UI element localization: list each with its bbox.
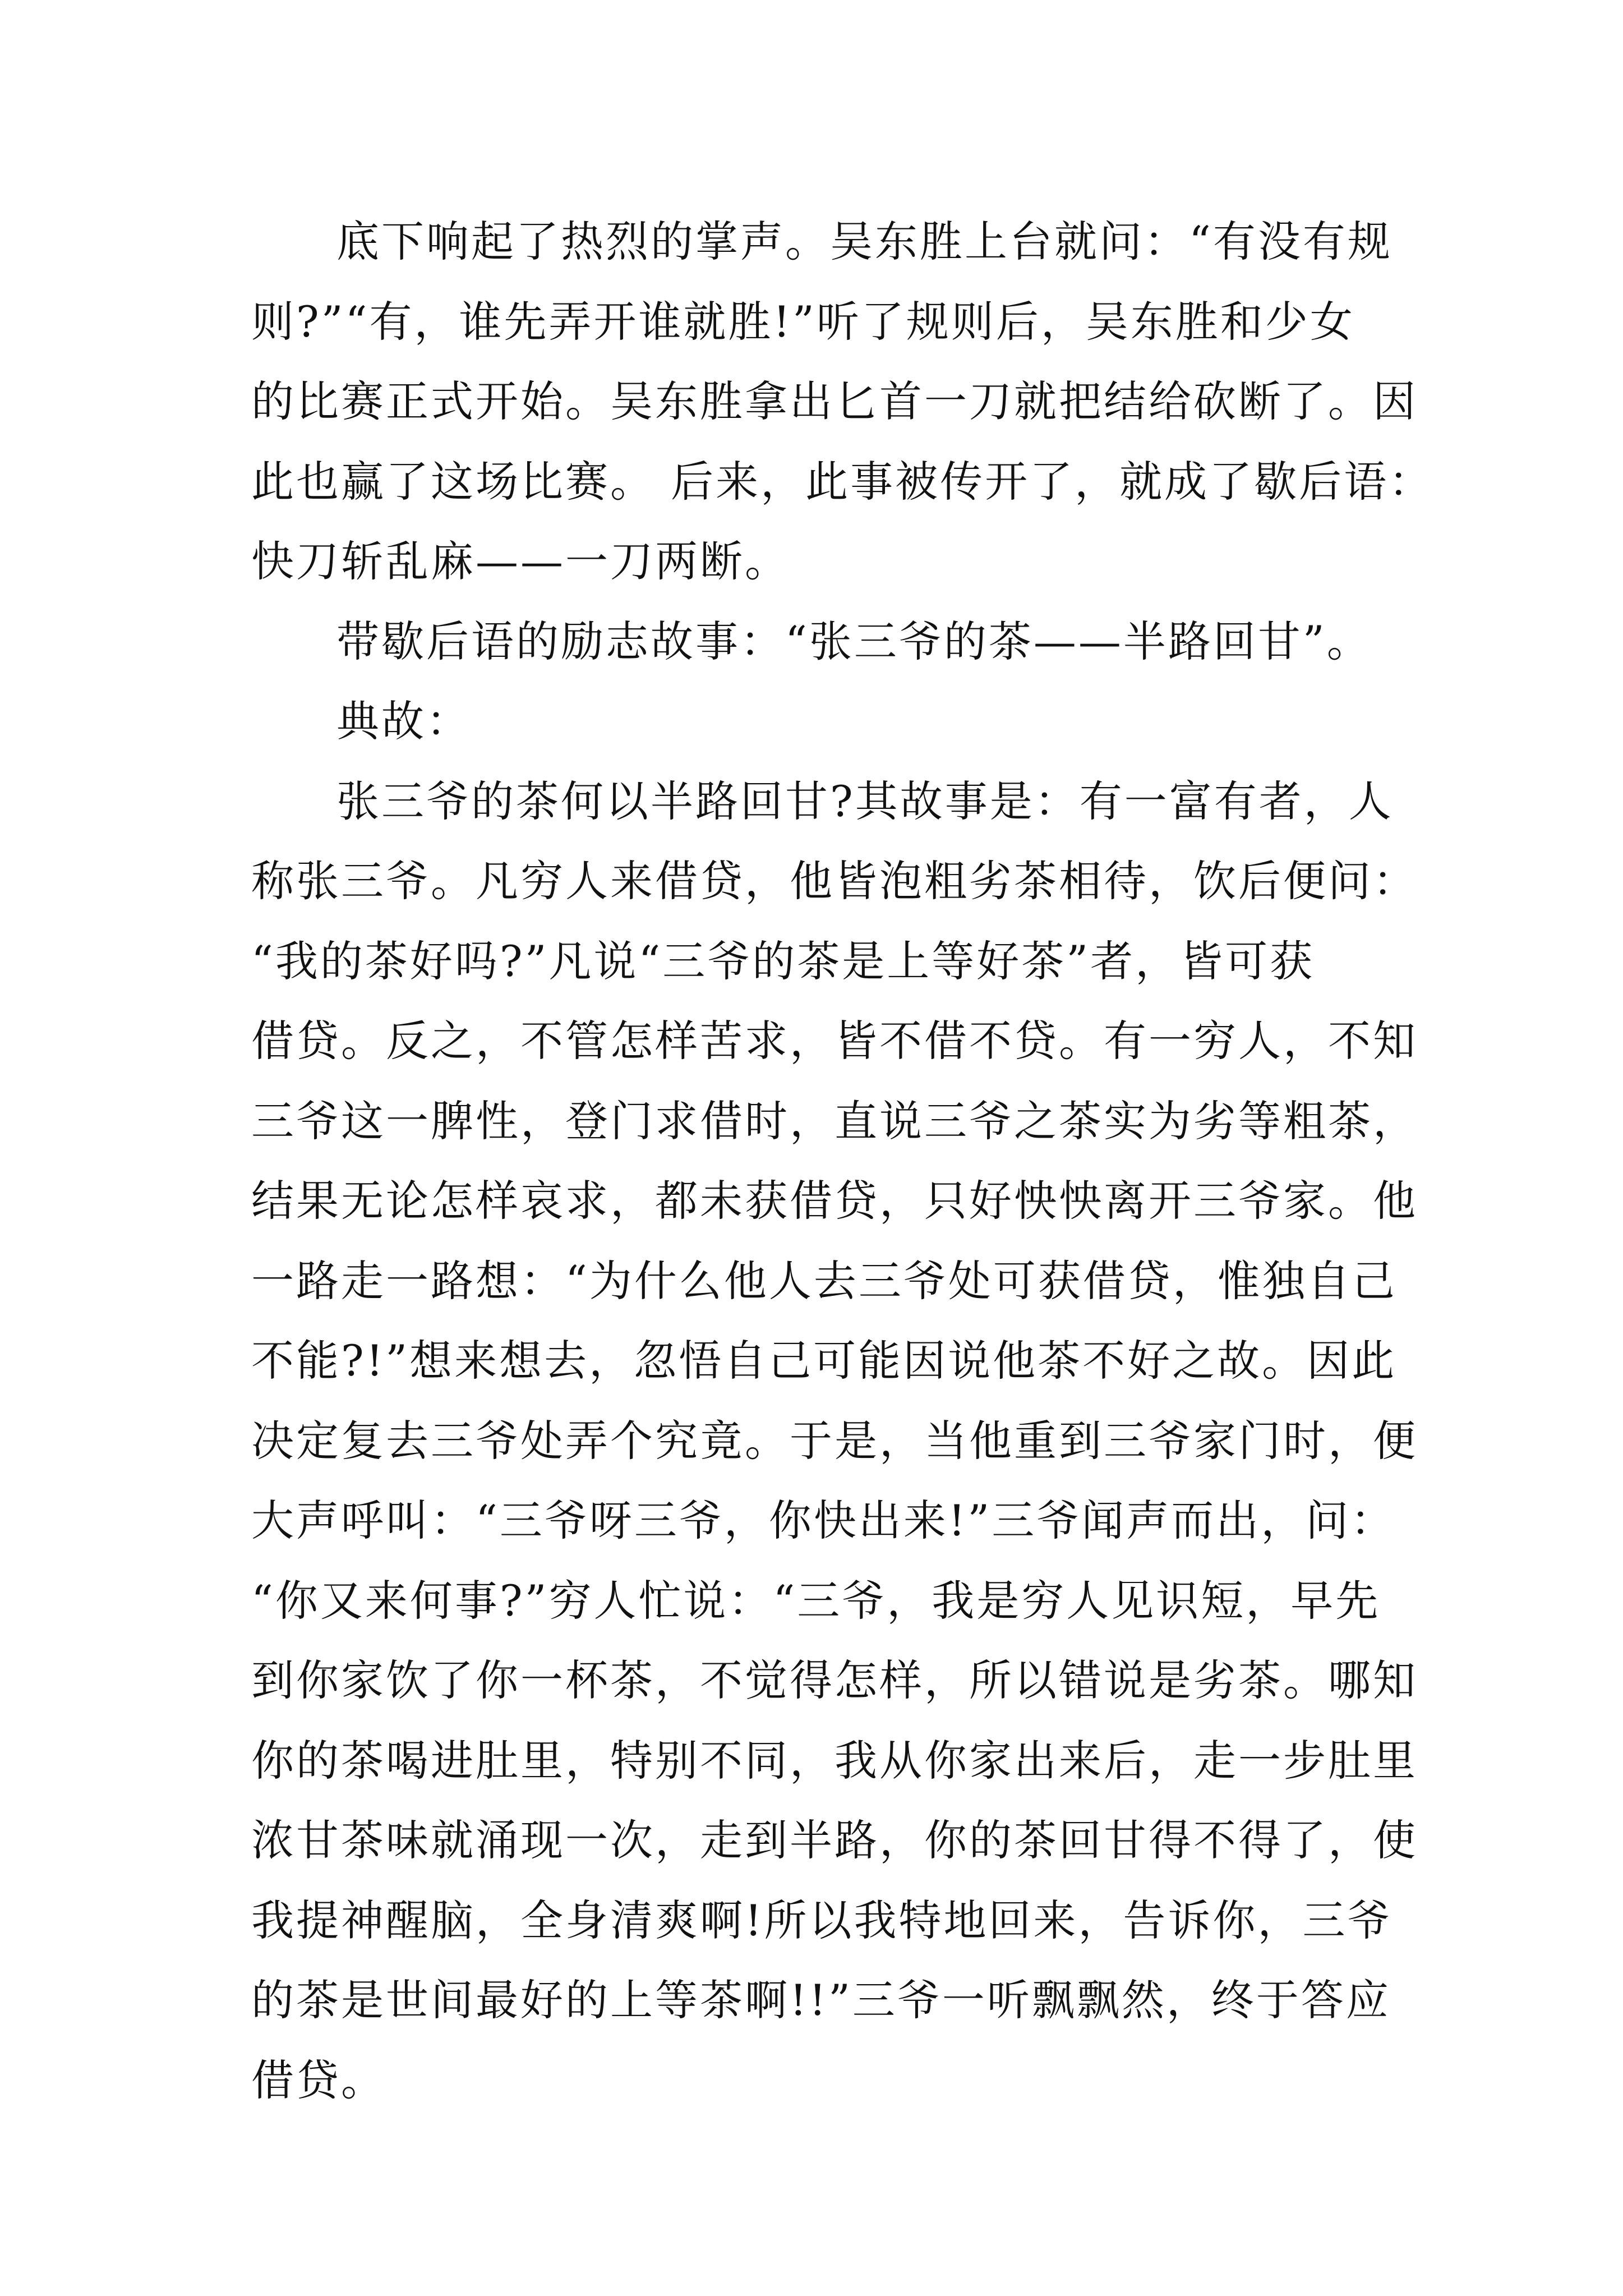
text-line: 快刀斩乱麻——一刀两断。 <box>251 536 790 586</box>
text-line: 带歇后语的励志故事：“张三爷的茶——半路回甘”。 <box>336 616 1372 666</box>
text-line: 的茶是世间最好的上等茶啊!!”三爷一听飘飘然，终于答应 <box>251 1975 1391 2025</box>
text-line: 的比赛正式开始。吴东胜拿出匕首一刀就把结给砍断了。因 <box>251 376 1418 426</box>
text-line: “你又来何事?”穷人忙说：“三爷，我是穷人见识短，早先 <box>251 1575 1381 1626</box>
text-line: “我的茶好吗?”凡说“三爷的茶是上等好茶”者，皆可获 <box>251 936 1315 986</box>
text-line: 到你家饮了你一杯茶，不觉得怎样，所以错说是劣茶。哪知 <box>251 1655 1418 1705</box>
text-line: 不能?!”想来想去，忽悟自己可能因说他茶不好之故。因此 <box>251 1336 1397 1386</box>
text-line: 称张三爷。凡穷人来借贷，他皆泡粗劣茶相待，饮后便问： <box>251 856 1418 906</box>
text-line: 则?”“有，谁先弄开谁就胜!”听了规则后，吴东胜和少女 <box>251 296 1355 347</box>
text-line: 我提神醒脑，全身清爽啊!所以我特地回来，告诉你，三爷 <box>251 1895 1393 1945</box>
text-line: 此也赢了这场比赛。 后来，此事被传开了，就成了歇后语： <box>251 456 1434 507</box>
text-line: 大声呼叫：“三爷呀三爷，你快出来!”三爷闻声而出，问： <box>251 1496 1396 1545</box>
text-line: 典故： <box>336 696 471 746</box>
text-line: 结果无论怎样哀求，都未获借贷，只好怏怏离开三爷家。他 <box>251 1176 1418 1226</box>
text-line: 决定复去三爷处弄个究竟。于是，当他重到三爷家门时，便 <box>251 1415 1418 1466</box>
text-line: 底下响起了热烈的掌声。吴东胜上台就问：“有没有规 <box>336 217 1393 266</box>
text-line: 张三爷的茶何以半路回甘?其故事是：有一富有者，人 <box>336 776 1394 826</box>
text-line: 一路走一路想：“为什么他人去三爷处可获借贷，惟独自己 <box>251 1255 1397 1306</box>
text-line: 借贷。反之，不管怎样苦求，皆不借不贷。有一穷人，不知 <box>251 1016 1418 1066</box>
text-line: 浓甘茶味就涌现一次，走到半路，你的茶回甘得不得了，使 <box>251 1815 1418 1865</box>
text-line: 借贷。 <box>251 2055 386 2105</box>
text-line: 三爷这一脾性，登门求借时，直说三爷之茶实为劣等粗茶， <box>251 1096 1418 1146</box>
document-body <box>251 202 1434 2120</box>
text-line: 你的茶喝进肚里，特别不同，我从你家出来后，走一步肚里 <box>251 1735 1418 1786</box>
